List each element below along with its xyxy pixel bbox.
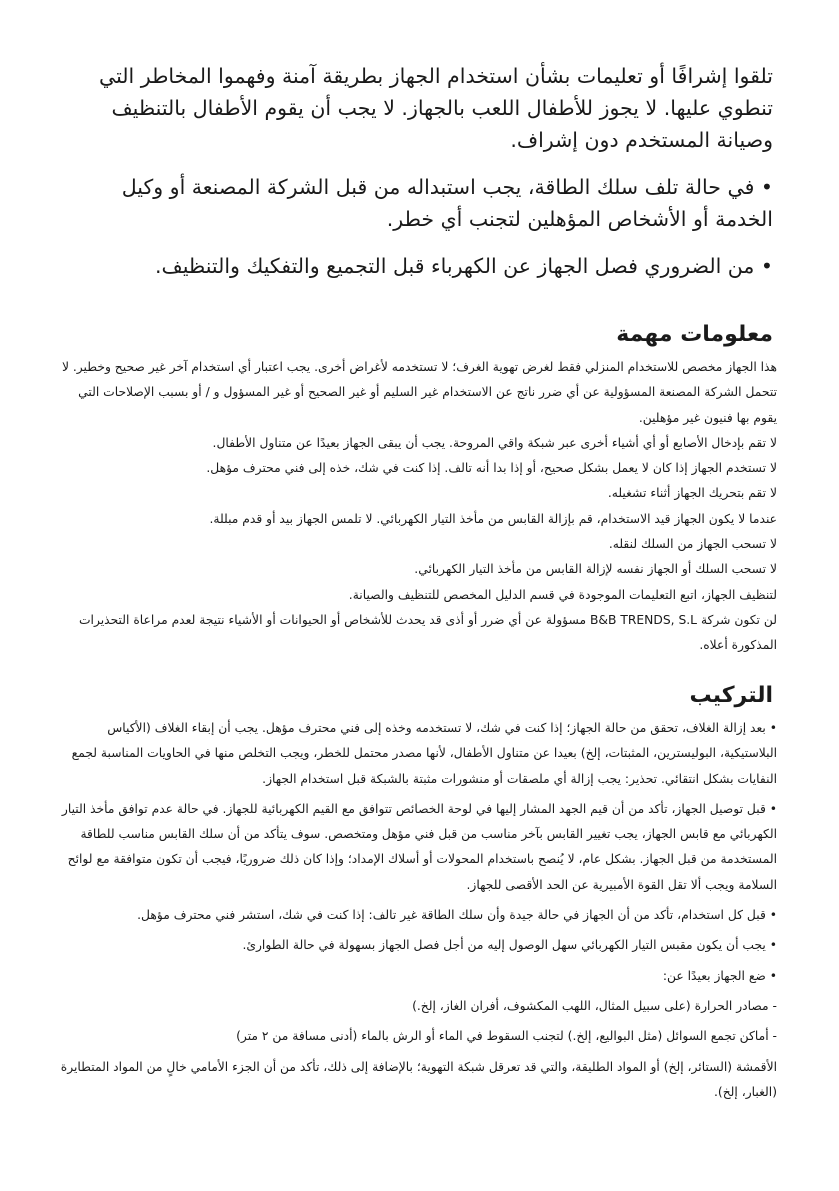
important-paragraph: هذا الجهاز مخصص للاستخدام المنزلي فقط لغرض تهوية الغرف؛ لا تستخدمه لأغراض أخرى. يجب اعتبار أي استخدام آخر غير صحيح وخطير. لا تتحمل الشركة المصنعة المسؤولية عن أي ضرر ناتج عن الاستخدام غير السليم أو غير الصحيح أو غير المسؤول و / أو بسبب الإصلاحات التي يقوم بها فنيون غير مؤهلين. [61,360,777,425]
assembly-paragraph: • بعد إزالة الغلاف، تحقق من حالة الجهاز؛ إذا كنت في شك، لا تستخدمه وخذه إلى فني محترف مؤهل. يجب أن إبقاء الغلاف (الأكياس البلاستيكية، البوليسترين، المثبتات، إلخ) بعيدا عن متناول الأطفال، لأنها مصدر محتمل للخطر، ويجب التخلص منها في الحاويات المناسبة لجمع النفايات بشكل انتقائي. تحذير: يجب إزالة أي ملصقات أو منشورات مثبتة بالشبكة قبل استخدام الجهاز. [71,721,777,786]
assembly-paragraph: • قبل كل استخدام، تأكد من أن الجهاز في حالة جيدة وأن سلك الطاقة غير تالف: إذا كنت في شك، استشر فني محترف مؤهل. [137,908,777,923]
assembly-body [57,716,777,1110]
important-info-body [57,355,777,659]
important-info-title: معلومات مهمة [616,322,773,347]
assembly-paragraph: - أماكن تجمع السوائل (مثل البواليع، إلخ.) لتجنب السقوط في الماء أو الرش بالماء (أدنى مسافة من ٢ متر) [236,1029,777,1044]
important-paragraph: لا تقم بإدخال الأصابع أو أي أشياء أخرى عبر شبكة واقي المروحة. يجب أن يبقى الجهاز بعيدًا عن متناول الأطفال. [212,435,777,450]
assembly-paragraph: الأقمشة (الستائر، إلخ) أو المواد الطليقة، والتي قد تعرقل شبكة التهوية؛ بالإضافة إلى ذلك، تأكد من أن الجزء الأمامي خالٍ من المواد المتطايرة (الغبار، إلخ). [60,1059,777,1099]
intro-section [62,60,773,297]
power-cord-warning: • في حالة تلف سلك الطاقة، يجب استبداله من قبل الشركة المصنعة أو وكيل الخدمة أو الأشخاص المؤهلين لتجنب أي خطر. [121,175,773,231]
assembly-paragraph: • قبل توصيل الجهاز، تأكد من أن قيم الجهد المشار إليها في لوحة الخصائص تتوافق مع القيم الكهربائية للجهاز. في حالة عدم توافق مأخذ التيار الكهربائي مع قابس الجهاز، يجب تغيير القابس بآخر مناسب من قبل فني مؤهل ومتخصص. سوف يتأكد من أن سلك القابس مناسب للطاقة المستخدمة من قبل الجهاز. بشكل عام، لا يُنصح باستخدام المحولات أو أسلاك الإمداد؛ وإذا كان ذلك ضروريًا، فيجب أن تكون متوافقة مع لوائح السلامة ويجب ألا تقل القوة الأمبيرية عن الحد الأقصى للجهاز. [61,801,777,892]
intro-paragraph: تلقوا إشرافًا أو تعليمات بشأن استخدام الجهاز بطريقة آمنة وفهموا المخاطر التي تنطوي عليها. لا يجوز للأطفال اللعب بالجهاز. لا يجب أن يقوم الأطفال بالتنظيف وصيانة المستخدم دون إشراف. [99,64,773,152]
assembly-paragraph: • يجب أن يكون مقبس التيار الكهربائي سهل الوصول إليه من أجل فصل الجهاز بسهولة في حالة الطوارئ. [242,938,777,953]
important-paragraph: عندما لا يكون الجهاز قيد الاستخدام، قم بإزالة القابس من مأخذ التيار الكهربائي. لا تلمس الجهاز بيد أو قدم مبللة. [209,511,777,526]
unplug-warning: • من الضروري فصل الجهاز عن الكهرباء قبل التجميع والتفكيك والتنظيف. [155,254,773,278]
assembly-paragraph: - مصادر الحرارة (على سبيل المثال، اللهب المكشوف، أفران الغاز، إلخ.) [412,998,777,1013]
important-paragraph: لن تكون شركة B&B TRENDS, S.L مسؤولة عن أي ضرر أو أذى قد يحدث للأشخاص أو الحيوانات أو الأشياء نتيجة لعدم مراعاة التحذيرات المذكورة أعلاه. [78,612,777,653]
important-paragraph: لا تسحب السلك أو الجهاز نفسه لإزالة القابس من مأخذ التيار الكهربائي. [414,562,777,577]
assembly-title: التركيب [689,683,773,708]
important-paragraph: لتنظيف الجهاز، اتبع التعليمات الموجودة في قسم الدليل المخصص للتنظيف والصيانة. [348,587,777,602]
important-paragraph: لا تستخدم الجهاز إذا كان لا يعمل بشكل صحيح، أو إذا بدا أنه تالف. إذا كنت في شك، خذه إلى فني محترف مؤهل. [206,461,777,476]
important-paragraph: لا تقم بتحريك الجهاز أثناء تشغيله. [607,486,777,501]
important-paragraph: لا تسحب الجهاز من السلك لنقله. [608,537,777,552]
assembly-paragraph: • ضع الجهاز بعيدًا عن: [662,968,777,983]
